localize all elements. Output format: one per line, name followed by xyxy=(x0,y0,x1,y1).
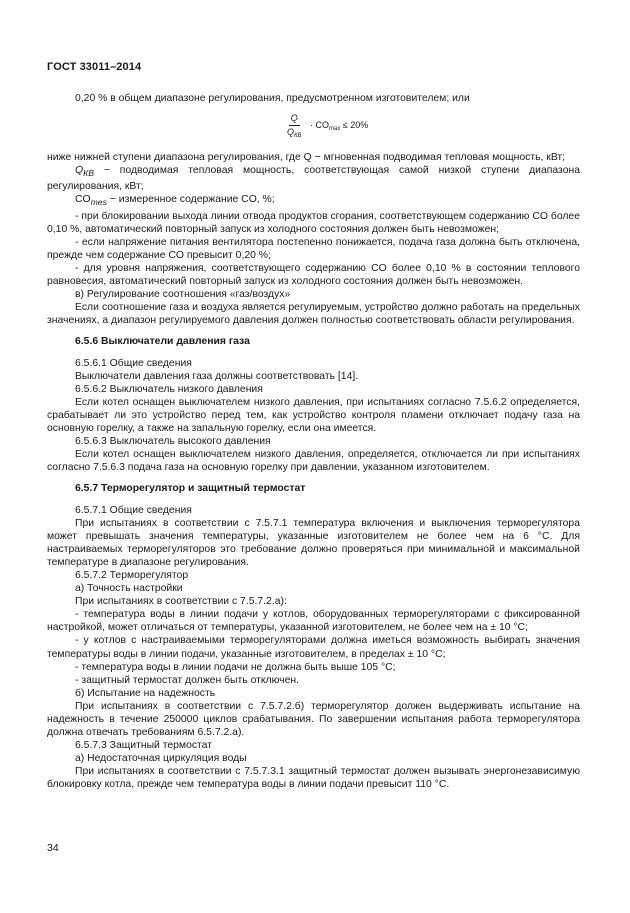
paragraph: При испытаниях в соответствии с 7.5.7.2.а): xyxy=(75,596,287,608)
formula xyxy=(47,105,580,151)
paragraph: Если соотношение газа и воздуха является регулируемым, устройство должно работать на предельных значениях, а диапазон регулируемого давления должен полностью соответствовать области регулирования. xyxy=(47,302,580,327)
paragraph: При испытаниях в соответствии с 7.5.7.3.1 защитный термостат должен вызывать энергонезависимую блокировку котла, прежде чем температура воды в линии подачи превысит 110 °С. xyxy=(47,766,580,791)
paragraph: При испытаниях в соответствии с 7.5.7.1 температура включения и выключения терморегулятора может превышать значения температуры, указанные изготовителем не более чем на 6 °С. Для настраиваемых терморегуляторов это требование должно проверяться при минимальной и максимальной температуре в диапазоне регулирования. xyxy=(47,517,580,568)
paragraph: ниже нижней ступени диапазона регулирования, где Q − мгновенная подводимая тепловая мощность, кВт; xyxy=(47,152,566,164)
section-heading: 6.5.6 Выключатели давления газа xyxy=(75,336,250,348)
paragraph: При испытаниях в соответствии с 7.5.7.2.б) терморегулятор должен выдерживать испытание на надежность в течение 250000 циклов срабатывания. По завершении испытания работа терморегулятора должна отвечать требованиям 6.5.7.2.а). xyxy=(47,700,580,739)
document-header: ГОСТ 33011–2014 xyxy=(47,61,142,73)
list-item: - защитный термостат должен быть отключен. xyxy=(75,674,299,686)
paragraph: 0,20 % в общем диапазоне регулирования, предусмотренном изготовителем; или xyxy=(75,93,470,104)
subheading: 6.5.6.3 Выключатель высокого давления xyxy=(75,436,271,448)
subheading: 6.5.6.1 Общие сведения xyxy=(75,357,192,369)
formula-numerator: Q xyxy=(289,113,300,126)
formula-rest: · $CO_{max} \le 20\%$ xyxy=(310,120,369,133)
paragraph: $Q_{КВ}$ − подводимая тепловая мощность, соответствующая самой низкой ступени диапазона регулирования, кВт; xyxy=(47,165,580,193)
page-body xyxy=(47,92,580,792)
formula-denominator: $Q_{КВ}$ xyxy=(287,127,302,140)
subheading: в) Регулирование соотношения «газ/воздух» xyxy=(75,289,291,301)
page-number: 34 xyxy=(47,842,59,854)
subheading: 6.5.6.2 Выключатель низкого давления xyxy=(75,383,263,395)
subheading: б) Испытание на надежность xyxy=(75,687,216,699)
formula-fraction xyxy=(287,113,302,142)
list-item: - при блокировании выхода линии отвода продуктов сгорания, соответствующем содержанию CO более 0,10 %, автоматический повторный запуск из холодного состояния должен быть невозможен; xyxy=(47,210,580,235)
list-item: - температура воды в линии подачи не должна быть выше 105 °С; xyxy=(75,661,396,673)
list-item: - у котлов с настраиваемыми терморегуляторами должна иметься возможность выбирать значения температуры воды в линии подачи, указанные изготовителем, в пределах ± 10 °С; xyxy=(47,635,580,660)
paragraph: $CO_{mes}$ − измеренное содержание CO, %; xyxy=(75,194,275,208)
list-item: - температура воды в линии подачи у котлов, оборудованных терморегуляторами с фиксированной настройкой, может отличаться от температуры, указанной изготовителем, не более чем на ± 10 °С; xyxy=(47,609,580,634)
subheading: 6.5.7.3 Защитный термостат xyxy=(75,740,212,752)
subheading: 6.5.7.2 Терморегулятор xyxy=(75,569,189,581)
list-item: - для уровня напряжения, соответствующего содержанию CO более 0,10 % в состоянии теплового равновесия, автоматический повторный запуск из холодного состояния должен быть невозможен. xyxy=(47,263,580,288)
list-item: - если напряжение питания вентилятора постепенно понижается, подача газа должна быть отключена, прежде чем содержание CO превысит 0,20 %; xyxy=(47,236,580,261)
section-heading: 6.5.7 Терморегулятор и защитный термостат xyxy=(75,483,306,495)
paragraph: Если котел оснащен выключателем низкого давления, при испытаниях согласно 7.5.6.2 определяется, срабатывает ли это устройство перед тем, как устройство контроля пламени отключает подачу газа на основную горелку, а также на запальную горелку, если она имеется. xyxy=(47,396,580,435)
subheading: а) Точность настройки xyxy=(75,583,183,595)
paragraph: Выключатели давления газа должны соответствовать [14]. xyxy=(75,370,359,382)
paragraph: Если котел оснащен выключателем низкого давления, определяется, отключается ли при испытаниях согласно 7.5.6.3 подача газа на основную горелку при давлении, указанном изготовителем. xyxy=(47,449,580,474)
subheading: 6.5.7.1 Общие сведения xyxy=(75,504,192,516)
subheading: а) Недостаточная циркуляция воды xyxy=(75,753,247,765)
